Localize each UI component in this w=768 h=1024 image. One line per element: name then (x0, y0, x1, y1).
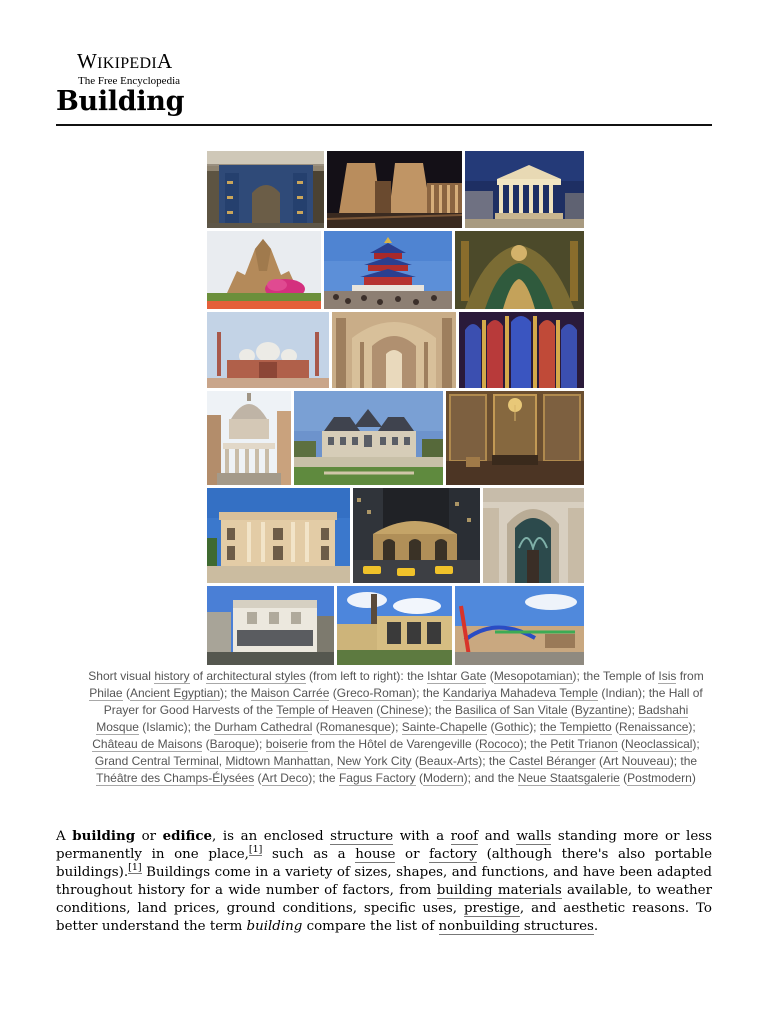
inline-link[interactable]: Temple of Heaven (276, 703, 373, 717)
text-run: , (330, 754, 337, 768)
text-run: available, to weather conditions, land prices, ground conditions, specific uses, (56, 883, 712, 916)
text-run: ( (486, 669, 494, 683)
text-run: Buildings come in a variety of sizes, shapes, and functions, and have been adapted throughout history for a wide number of factors, from (56, 865, 712, 898)
inline-link[interactable]: building materials (436, 883, 562, 898)
gallery-caption (84, 668, 708, 787)
inline-link[interactable]: Modern (422, 771, 464, 785)
inline-link[interactable]: Fagus Factory (338, 771, 416, 785)
text-run: ( (411, 754, 419, 768)
text-run: ( (617, 737, 626, 751)
text-run: ); the (412, 686, 443, 700)
text-run: compare the list of (302, 919, 439, 934)
gallery-image-basilica-of-san-vitale[interactable] (455, 231, 584, 309)
text-run: from (676, 669, 704, 683)
text-run: such as a (262, 847, 356, 862)
text-run: ( (567, 703, 575, 717)
text-run: or (395, 847, 430, 862)
text-run: (from left to right): the (305, 669, 428, 683)
gallery-image-hotel-de-varengeville[interactable] (446, 391, 584, 485)
text-run: . (593, 919, 599, 934)
inline-link[interactable]: Rococo (478, 737, 520, 751)
inline-link[interactable]: Castel Béranger (508, 754, 596, 768)
gallery-image-fagus-factory[interactable] (337, 586, 452, 665)
inline-link[interactable]: Byzantine (574, 703, 628, 717)
text-run: , (218, 754, 226, 768)
inline-link[interactable]: Greco-Roman (336, 686, 413, 700)
inline-link[interactable]: Philae (89, 686, 123, 700)
text-run: , and aesthetic reasons. To better understand the term (56, 901, 712, 934)
text-run: ( (122, 686, 130, 700)
intro-paragraph (56, 827, 712, 936)
text-run: of (189, 669, 207, 683)
text-run: ( (415, 771, 423, 785)
inline-link[interactable]: Romanesque (319, 720, 392, 734)
gallery-image-petit-trianon[interactable] (207, 488, 350, 583)
gallery-image-kandariya-mahadeva-temple[interactable] (207, 231, 321, 309)
inline-link[interactable]: Petit Trianon (550, 737, 618, 751)
inline-link[interactable]: Ancient Egyptian (129, 686, 221, 700)
text-run: ( (595, 754, 603, 768)
inline-link[interactable]: Ishtar Gate (427, 669, 487, 683)
inline-link[interactable]: architectural styles (206, 669, 306, 683)
gallery-image-theatre-des-champs-elysees[interactable] (207, 586, 334, 665)
bold-term: building (72, 828, 136, 844)
inline-link[interactable]: Beaux-Arts (418, 754, 479, 768)
text-run: ); (255, 737, 266, 751)
text-run: ); the Temple of (572, 669, 659, 683)
inline-link[interactable]: New York City (336, 754, 412, 768)
gallery-image-temple-of-heaven[interactable] (324, 231, 452, 309)
italic-term: building (246, 919, 303, 934)
inline-link[interactable]: house (355, 847, 396, 862)
gallery-image-maison-carree[interactable] (465, 151, 584, 228)
text-run: ); (692, 737, 700, 751)
inline-link[interactable]: Kandariya Mahadeva Temple (442, 686, 599, 700)
inline-link[interactable]: Chinese (380, 703, 425, 717)
text-run: ); (391, 720, 402, 734)
text-run: (Islamic); the (138, 720, 215, 734)
text-run: Short visual (88, 669, 155, 683)
inline-link[interactable]: prestige (463, 901, 520, 916)
text-run: ) (691, 771, 696, 785)
text-run: ( (487, 720, 495, 734)
inline-link[interactable]: boiserie (265, 737, 308, 751)
citation-link[interactable]: [1] (248, 843, 263, 855)
gallery-image-sainte-chapelle[interactable] (459, 312, 584, 388)
inline-link[interactable]: history (154, 669, 190, 683)
wikipedia-logo[interactable] (77, 50, 277, 87)
inline-link[interactable]: Mesopotamian (493, 669, 573, 683)
text-run: (Indian); the Hall of Prayer for Good Harvests of the (103, 686, 703, 717)
bold-term: edifice (162, 828, 213, 844)
text-run: ( (611, 720, 620, 734)
gallery-image-temple-of-isis[interactable] (327, 151, 462, 228)
inline-link[interactable]: Théâtre des Champs-Élysées (96, 771, 255, 785)
inline-link[interactable]: Gothic (494, 720, 530, 734)
inline-link[interactable]: walls (516, 829, 552, 844)
text-run: ); the (669, 754, 698, 768)
inline-link[interactable]: Art Nouveau (603, 754, 670, 768)
text-run: ); (529, 720, 540, 734)
gallery-image-ishtar-gate[interactable] (207, 151, 324, 228)
inline-link[interactable]: structure (330, 829, 394, 844)
inline-link[interactable]: Art Deco (261, 771, 309, 785)
text-run: or (135, 829, 163, 844)
text-run: ( (202, 737, 210, 751)
gallery-image-castel-beranger[interactable] (483, 488, 584, 583)
gallery-image-tempietto[interactable] (207, 391, 291, 485)
gallery-image-chateau-de-maisons[interactable] (294, 391, 443, 485)
architecture-gallery (207, 151, 584, 665)
inline-link[interactable]: Maison Carrée (250, 686, 330, 700)
inline-link[interactable]: Postmodern (627, 771, 692, 785)
inline-link[interactable]: Neoclassical (625, 737, 693, 751)
text-run: ( (312, 720, 320, 734)
inline-link[interactable]: the Tempietto (539, 720, 612, 734)
inline-link[interactable]: Isis (658, 669, 677, 683)
text-run: ( (619, 771, 628, 785)
inline-link[interactable]: Grand Central Terminal (94, 754, 219, 768)
inline-link[interactable]: Château de Maisons (92, 737, 203, 751)
gallery-image-badshahi-mosque[interactable] (207, 312, 329, 388)
inline-link[interactable]: Sainte-Chapelle (401, 720, 488, 734)
inline-link[interactable]: Basilica of San Vitale (455, 703, 568, 717)
inline-link[interactable]: nonbuilding structures (438, 919, 594, 934)
text-run: A (56, 829, 73, 844)
inline-link[interactable]: Baroque (209, 737, 256, 751)
text-run: , is an enclosed (212, 829, 331, 844)
gallery-image-neue-staatsgalerie[interactable] (455, 586, 584, 665)
text-run: ( (254, 771, 262, 785)
page-title: Building (56, 86, 185, 117)
text-run: ( (329, 686, 337, 700)
wikipedia-tagline: The Free Encyclopedia (78, 75, 181, 87)
inline-link[interactable]: roof (450, 829, 479, 844)
text-run: ); the (478, 754, 509, 768)
citation-link[interactable]: [1] (128, 861, 142, 873)
text-run: ); the (220, 686, 251, 700)
text-run: ( (372, 703, 381, 717)
title-divider (56, 124, 712, 126)
gallery-image-grand-central-terminal[interactable] (353, 488, 480, 583)
text-run: ); the (308, 771, 339, 785)
text-run: with a (393, 829, 451, 844)
gallery-image-durham-cathedral[interactable] (332, 312, 456, 388)
text-run: and (478, 829, 517, 844)
text-run: ); (688, 720, 696, 734)
inline-link[interactable]: Badshahi Mosque (96, 703, 689, 734)
inline-link[interactable]: Neue Staatsgalerie (517, 771, 620, 785)
wikipedia-wordmark: WIKIPEDIA (77, 49, 173, 73)
inline-link[interactable]: factory (429, 847, 477, 862)
text-run: standing more or less permanently in one place, (56, 829, 712, 862)
inline-link[interactable]: Renaissance (619, 720, 689, 734)
inline-link[interactable]: Durham Cathedral (214, 720, 313, 734)
text-run: (although there's also portable buildings). (56, 847, 712, 880)
text-run: ); the (519, 737, 551, 751)
text-run: ); the (424, 703, 456, 717)
text-run: ); (627, 703, 639, 717)
inline-link[interactable]: Midtown Manhattan (225, 754, 331, 768)
text-run: from the Hôtel de Varengeville ( (307, 737, 479, 751)
text-run: ); and the (463, 771, 518, 785)
